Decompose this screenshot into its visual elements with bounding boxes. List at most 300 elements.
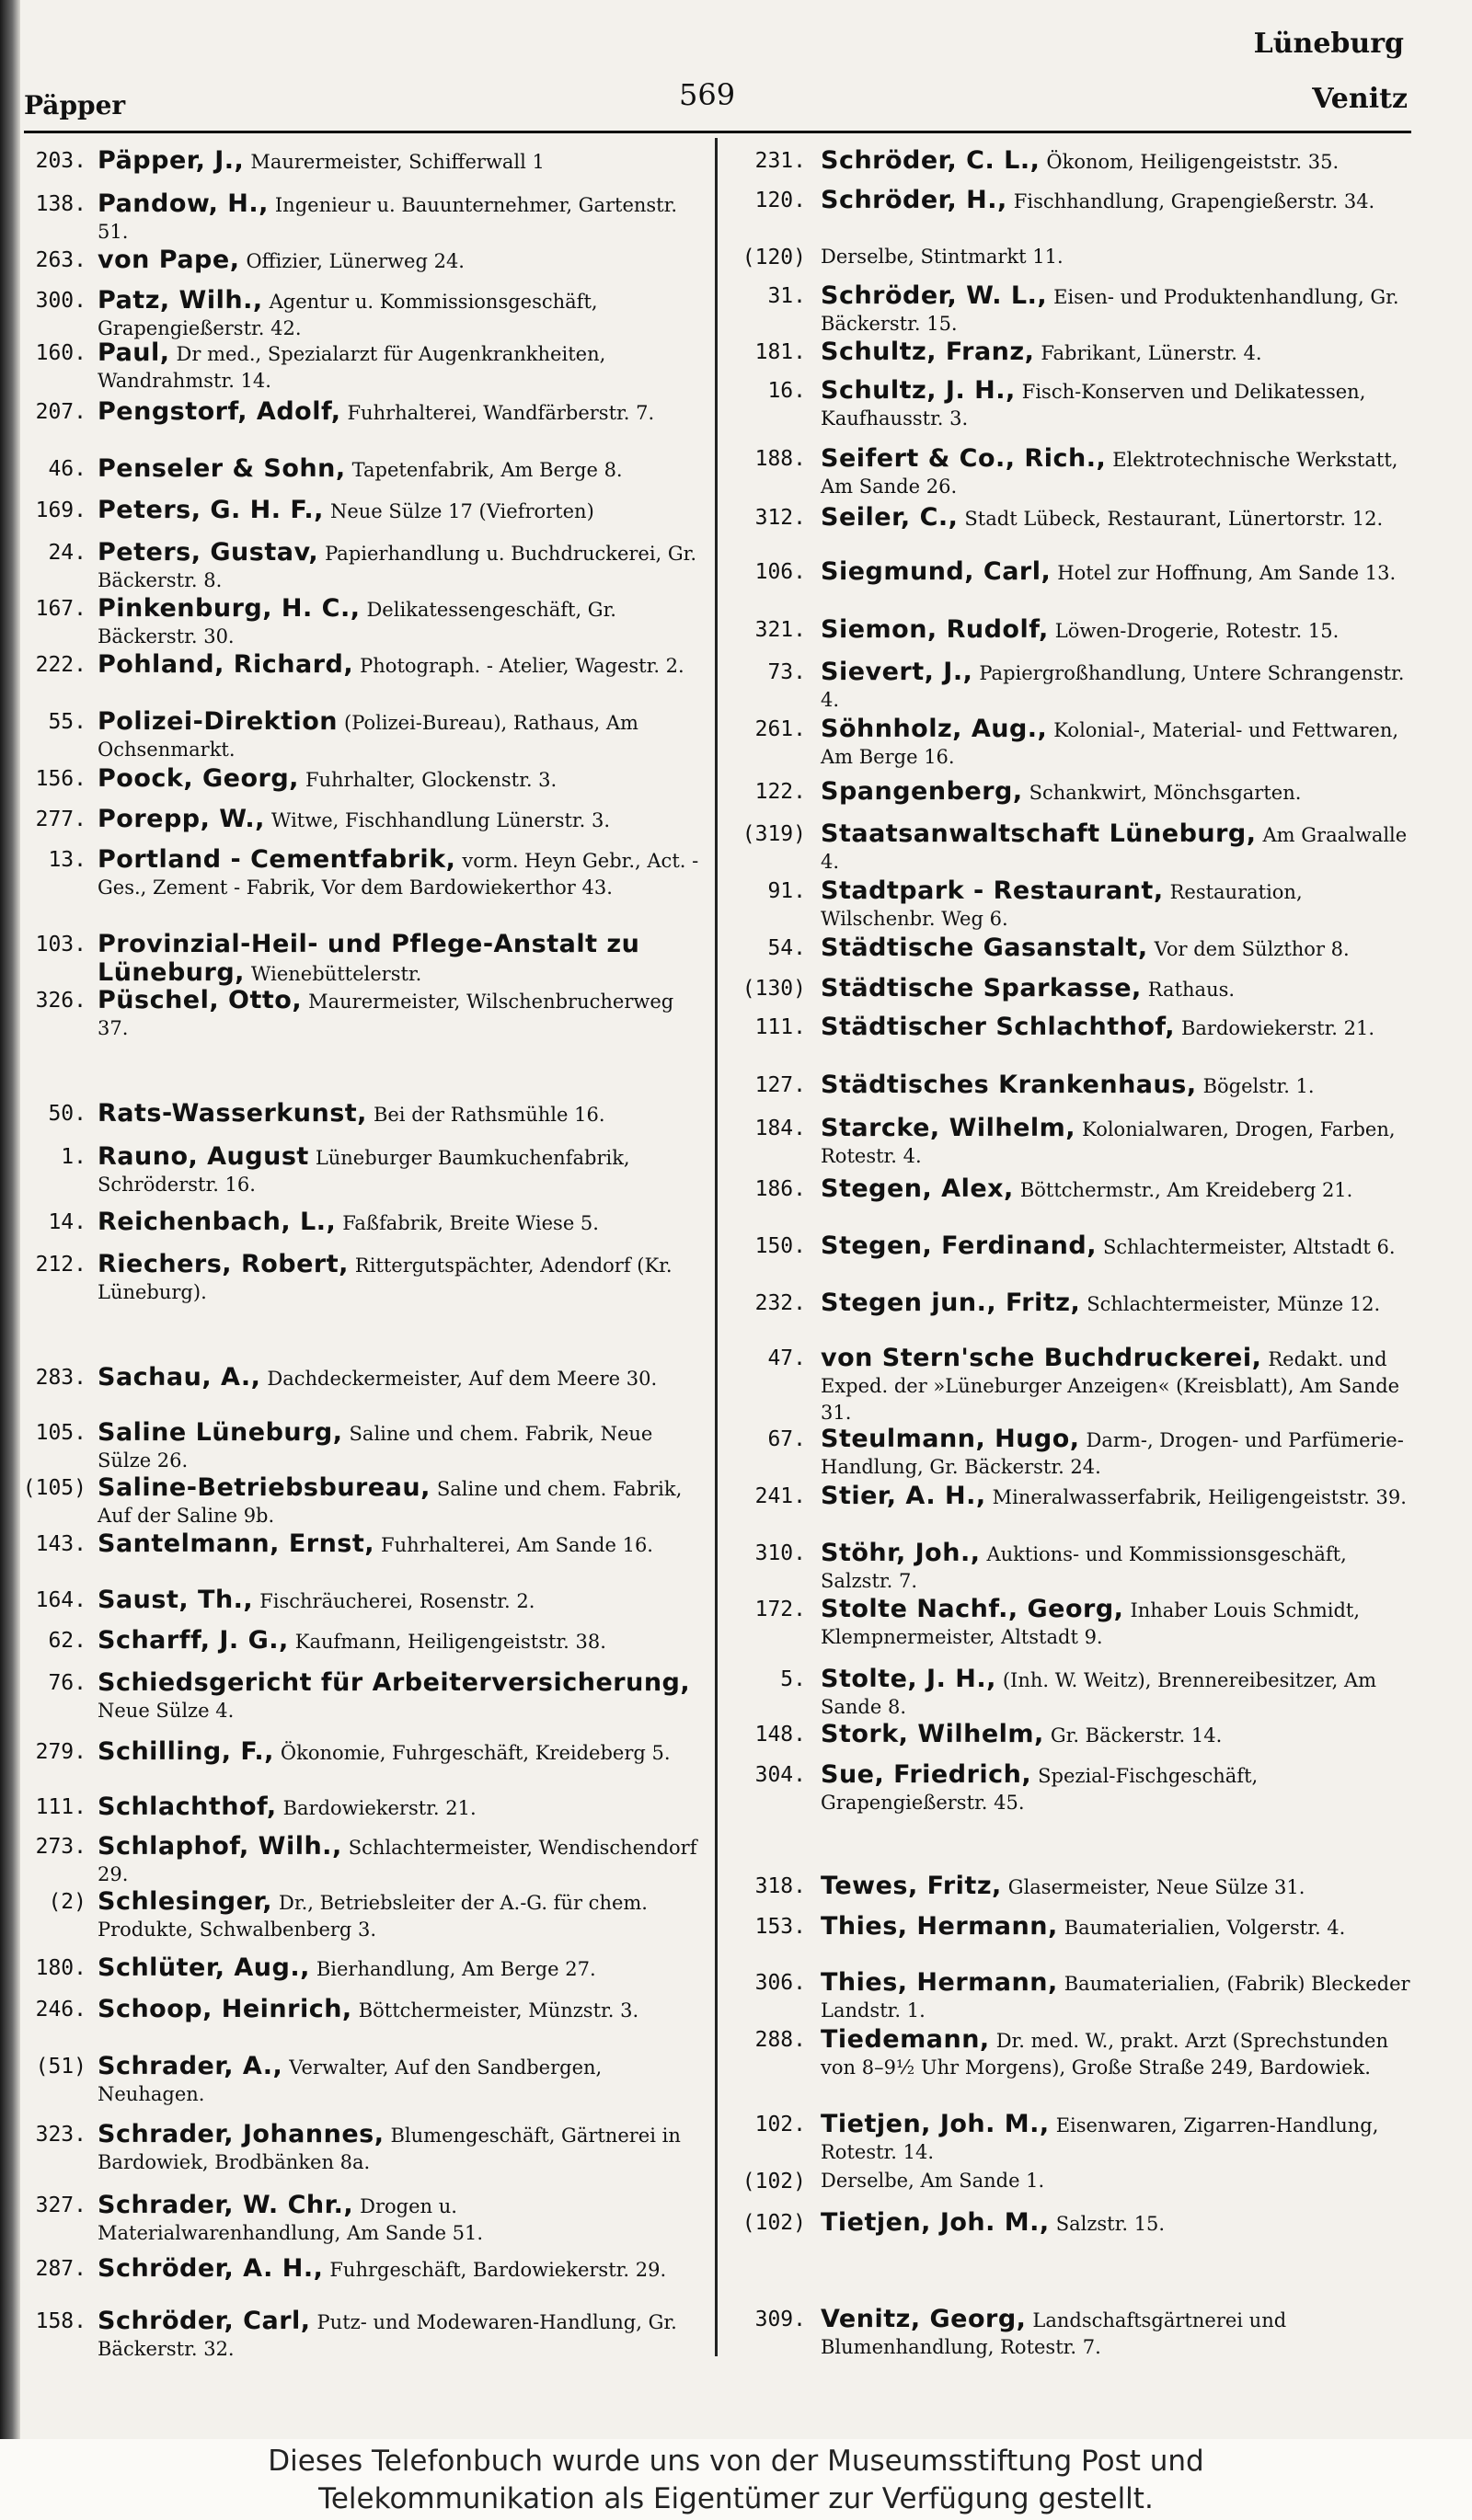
right-entry-number: 309. (754, 2308, 806, 2331)
left-entry (98, 1251, 703, 1306)
entry-name: Siemon, Rudolf, (821, 615, 1049, 644)
left-entry (98, 765, 703, 794)
right-entry (821, 282, 1415, 338)
left-entry-number: 158. (35, 2309, 86, 2333)
right-entry (821, 1666, 1415, 1721)
entry-name: Stadtpark - Restaurant, (821, 876, 1164, 905)
entry-detail: Saline und chem. Fabrik, Neue Sülze 26. (98, 1423, 653, 1472)
entry-detail: Bei der Rathsmühle 16. (373, 1104, 605, 1126)
entry-detail: Witwe, Fischhandlung Lünerstr. 3. (270, 809, 611, 831)
right-entry (821, 1426, 1415, 1481)
left-entry-number: (51) (35, 2055, 86, 2079)
right-entry (821, 244, 1415, 270)
right-entry-number: 127. (754, 1073, 806, 1097)
left-entry (98, 987, 703, 1042)
left-entry-number: 273. (35, 1835, 86, 1859)
page-number: 569 (679, 77, 736, 112)
right-entry-number: 261. (754, 717, 806, 741)
header-rule (24, 131, 1411, 133)
left-entry (98, 339, 703, 395)
left-entry-number: 46. (48, 457, 86, 481)
right-entry (821, 187, 1415, 215)
left-entry (98, 1888, 703, 1943)
entry-name: Stier, A. H., (821, 1482, 986, 1510)
entry-detail: Landschaftsgärtnerei und Blumenhandlung, Rotestr. 7. (821, 2309, 1287, 2358)
entry-detail: Kolonialwaren, Drogen, Farben, Rotestr. 4. (821, 1118, 1396, 1167)
entry-detail: Delikatessengeschäft, Gr. Bäckerstr. 30. (98, 599, 616, 647)
entry-name: Städtische Sparkasse, (821, 974, 1142, 1002)
entry-detail: Schlachtermeister, Münze 12. (1087, 1293, 1381, 1315)
entry-detail: Derselbe, Stintmarkt 11. (821, 246, 1064, 268)
left-entry (98, 1530, 703, 1559)
entry-detail: Tapetenfabrik, Am Berge 8. (351, 459, 623, 481)
entry-detail: Ingenieur u. Bauunternehmer, Gartenstr. 51. (98, 194, 678, 243)
entry-detail: Ökonom, Heiligengeiststr. 35. (1046, 151, 1340, 173)
entry-name: Städtischer Schlachthof, (821, 1013, 1175, 1041)
entry-name: Stolte, J. H., (821, 1665, 996, 1693)
entry-name: Schröder, W. L., (821, 281, 1048, 310)
entry-name: Patz, Wilh., (98, 286, 263, 315)
entry-detail: Darm-, Drogen- und Parfümerie-Handlung, Gr. Bäckerstr. 24. (821, 1429, 1404, 1478)
left-entry-number: 287. (35, 2257, 86, 2281)
entry-name: Schlaphof, Wilh., (98, 1832, 342, 1861)
left-entry (98, 2053, 703, 2108)
right-entry-number: 318. (754, 1874, 806, 1898)
right-entry (821, 147, 1415, 176)
right-entry-number: 5. (780, 1667, 806, 1691)
left-entry (98, 651, 703, 680)
left-entry (98, 1738, 703, 1767)
right-entry-number: 186. (754, 1177, 806, 1201)
entry-detail: Bögelstr. 1. (1202, 1075, 1315, 1097)
right-entry (821, 1175, 1415, 1204)
left-entry-number: 203. (35, 149, 86, 173)
right-entry-number: 120. (754, 189, 806, 212)
entry-detail: Bierhandlung, Am Berge 27. (316, 1958, 596, 1980)
left-entry-number: 24. (48, 541, 86, 565)
left-entry (98, 2308, 703, 2363)
entry-detail: Photograph. - Atelier, Wagestr. 2. (360, 655, 684, 677)
left-entry (98, 1954, 703, 1983)
entry-name: Schlachthof, (98, 1793, 277, 1821)
left-entry (98, 190, 703, 246)
entry-name: Tiedemann, (821, 2025, 990, 2054)
left-entry-number: 212. (35, 1253, 86, 1277)
entry-detail: (Inh. W. Weitz), Brennereibesitzer, Am Sande 8. (821, 1669, 1377, 1718)
entry-name: Thies, Hermann, (821, 1968, 1058, 1997)
entry-detail: Baumaterialien, (Fabrik) Bleckeder Landstr. 1. (821, 1973, 1410, 2022)
entry-name: Spangenberg, (821, 777, 1023, 806)
right-entry (821, 877, 1415, 933)
footer-notice (0, 2439, 1472, 2520)
entry-name: Rauno, August (98, 1142, 309, 1171)
left-entry (98, 497, 703, 525)
entry-detail: Dachdeckermeister, Auf dem Meere 30. (267, 1368, 658, 1390)
left-entry-number: 222. (35, 653, 86, 677)
entry-name: Schröder, H., (821, 186, 1007, 214)
entry-name: Schrader, A., (98, 2052, 283, 2080)
left-entry (98, 539, 703, 594)
left-entry-number: 143. (35, 1532, 86, 1556)
entry-detail: vorm. Heyn Gebr., Act. - Ges., Zement - Fabrik, Vor dem Bardowiekerthor 43. (98, 850, 699, 899)
entry-name: Paul, (98, 338, 170, 367)
entry-detail: Fuhrhalter, Glockenstr. 3. (305, 769, 558, 791)
header-left-keyword: Päpper (24, 90, 126, 120)
entry-name: Stolte Nachf., Georg, (821, 1595, 1124, 1623)
entry-name: von Stern'sche Buchdruckerei, (821, 1344, 1262, 1372)
entry-detail: Offizier, Lünerweg 24. (246, 250, 465, 272)
left-entry (98, 2255, 703, 2284)
entry-detail: Vor dem Sülzthor 8. (1154, 938, 1350, 960)
entry-detail: Blumengeschäft, Gärtnerei in Bardowiek, Brodbänken 8a. (98, 2125, 681, 2173)
right-entry-number: 73. (767, 660, 806, 684)
left-entry-number: 283. (35, 1366, 86, 1390)
entry-detail: Redakt. und Exped. der »Lüneburger Anzeigen« (Kreisblatt), Am Sande 31. (821, 1348, 1400, 1424)
entry-detail: Schlachtermeister, Altstadt 6. (1103, 1236, 1396, 1258)
entry-name: Tewes, Fritz, (821, 1872, 1002, 1900)
entry-name: Städtische Gasanstalt, (821, 934, 1148, 962)
left-entry-number: 167. (35, 597, 86, 621)
entry-name: Penseler & Sohn, (98, 454, 346, 483)
entry-detail: Putz- und Modewaren-Handlung, Gr. Bäckerstr. 32. (98, 2311, 677, 2360)
entry-detail: Fisch-Konserven und Delikatessen, Kaufhausstr. 3. (821, 381, 1366, 430)
entry-detail: Hotel zur Hoffnung, Am Sande 13. (1057, 562, 1397, 584)
entry-name: Schultz, J. H., (821, 376, 1016, 405)
entry-name: Sue, Friedrich, (821, 1760, 1032, 1789)
entry-name: Reichenbach, L., (98, 1208, 337, 1236)
entry-detail: Dr. med. W., prakt. Arzt (Sprechstunden von 8–9½ Uhr Morgens), Große Straße 249, Bardowiek. (821, 2030, 1389, 2079)
right-entry (821, 934, 1415, 963)
entry-name: Pohland, Richard, (98, 650, 354, 679)
left-entry-number: 160. (35, 341, 86, 365)
left-entry-number: 50. (48, 1102, 86, 1126)
left-entry-number: 207. (35, 400, 86, 424)
entry-name: Peters, G. H. F., (98, 496, 324, 524)
right-entry-number: 181. (754, 340, 806, 364)
entry-detail: Kaufmann, Heiligengeiststr. 38. (294, 1631, 606, 1653)
left-entry-number: (2) (48, 1890, 86, 1914)
entry-detail: Papierhandlung u. Buchdruckerei, Gr. Bäckerstr. 8. (98, 543, 697, 591)
entry-name: Schröder, Carl, (98, 2307, 311, 2335)
left-entry (98, 246, 703, 275)
left-entry-number: 263. (35, 248, 86, 272)
right-entry (821, 1540, 1415, 1595)
entry-name: Schultz, Franz, (821, 338, 1035, 366)
entry-detail: Inhaber Louis Schmidt, Klempnermeister, Altstadt 9. (821, 1599, 1361, 1648)
entry-detail: Lüneburger Baumkuchenfabrik, Schröderstr. 16. (98, 1147, 630, 1196)
book-spine-shadow (0, 0, 20, 2439)
entry-detail: Neue Sülze 4. (98, 1700, 235, 1722)
right-entry (821, 377, 1415, 432)
entry-name: Saust, Th., (98, 1586, 254, 1614)
right-entry-number: 310. (754, 1541, 806, 1565)
left-entry (98, 1586, 703, 1615)
entry-name: Provinzial-Heil- und Pflege-Anstalt zu Lüneburg, (98, 930, 640, 987)
right-entry (821, 1913, 1415, 1942)
entry-detail: Bardowiekerstr. 21. (282, 1797, 477, 1819)
entry-name: Schilling, F., (98, 1737, 274, 1766)
entry-name: Portland - Cementfabrik, (98, 845, 456, 874)
entry-name: Siegmund, Carl, (821, 557, 1052, 586)
right-entry (821, 778, 1415, 807)
entry-name: Porepp, W., (98, 805, 265, 833)
right-entry-number: 106. (754, 560, 806, 584)
right-entry (821, 1721, 1415, 1749)
entry-name: Saline Lüneburg, (98, 1418, 343, 1447)
entry-name: Sachau, A., (98, 1363, 261, 1392)
left-entry (98, 846, 703, 901)
entry-name: Schrader, W. Chr., (98, 2191, 354, 2219)
left-entry-number: 103. (35, 933, 86, 956)
left-entry-number: 156. (35, 767, 86, 791)
left-entry (98, 708, 703, 763)
entry-detail: Fuhrhalterei, Am Sande 16. (381, 1534, 653, 1556)
entry-detail: Böttchermstr., Am Kreideberg 21. (1019, 1179, 1353, 1201)
entry-detail: Restauration, Wilschenbr. Weg 6. (821, 881, 1303, 930)
right-entry-number: (102) (742, 2211, 806, 2235)
entry-detail: Fuhrgeschäft, Bardowiekerstr. 29. (329, 2259, 667, 2281)
entry-detail: Mineralwasserfabrik, Heiligengeiststr. 39. (992, 1486, 1407, 1508)
right-entry-number: (130) (742, 977, 806, 1001)
entry-name: Schröder, C. L., (821, 146, 1041, 175)
entry-name: Pinkenburg, H. C., (98, 594, 361, 623)
entry-name: Schlüter, Aug., (98, 1953, 310, 1982)
entry-detail: Gr. Bäckerstr. 14. (1050, 1724, 1223, 1747)
left-entry-number: 180. (35, 1956, 86, 1980)
left-entry-number: 327. (35, 2194, 86, 2217)
entry-name: Schoop, Heinrich, (98, 1995, 352, 2023)
right-entry (821, 1232, 1415, 1261)
entry-name: Saline-Betriebsbureau, (98, 1473, 431, 1502)
right-entry (821, 2306, 1415, 2361)
entry-detail: Dr., Betriebsleiter der A.-G. für chem. Produkte, Schwalbenberg 3. (98, 1892, 648, 1941)
entry-name: Tietjen, Joh. M., (821, 2110, 1050, 2138)
entry-name: Stork, Wilhelm, (821, 1720, 1044, 1748)
entry-detail: Dr med., Spezialarzt für Augenkrankheiten, Wandrahmstr. 14. (98, 343, 606, 392)
right-entry (821, 2111, 1415, 2166)
entry-name: Schrader, Johannes, (98, 2120, 385, 2148)
right-entry (821, 445, 1415, 500)
entry-detail: Spezial-Fischgeschäft, Grapengießerstr. 45. (821, 1765, 1259, 1814)
left-entry-number: 105. (35, 1421, 86, 1445)
entry-name: Rats-Wasserkunst, (98, 1099, 367, 1128)
right-entry-number: 102. (754, 2113, 806, 2136)
left-entry (98, 1208, 703, 1237)
entry-name: Städtisches Krankenhaus, (821, 1071, 1197, 1099)
entry-detail: Fabrikant, Lünerstr. 4. (1041, 342, 1262, 364)
right-entry (821, 820, 1415, 876)
right-entry-number: 91. (767, 879, 806, 903)
left-entry (98, 1627, 703, 1655)
left-entry-number: 246. (35, 1998, 86, 2022)
entry-detail: Elektrotechnische Werkstatt, Am Sande 26. (821, 449, 1398, 498)
right-entry (821, 338, 1415, 367)
right-entry-number: 111. (754, 1015, 806, 1039)
entry-detail: Agentur u. Kommissionsgeschäft, Grapengießerstr. 42. (98, 291, 598, 339)
left-entry-number: 55. (48, 710, 86, 734)
entry-name: Söhnholz, Aug., (821, 715, 1048, 743)
entry-detail: Verwalter, Auf den Sandbergen, Neuhagen. (98, 2056, 603, 2105)
entry-name: Poock, Georg, (98, 764, 299, 793)
entry-name: Staatsanwaltschaft Lüneburg, (821, 819, 1257, 848)
header-city: Lüneburg (1253, 28, 1404, 60)
left-entry (98, 2121, 703, 2176)
left-entry-number: 111. (35, 1795, 86, 1819)
right-entry-number: 54. (767, 936, 806, 960)
footer-line-1: Dieses Telefonbuch wurde uns von der Museumsstiftung Post und (268, 2445, 1204, 2478)
entry-detail: Neue Sülze 17 (Viefrorten) (329, 500, 594, 522)
column-divider (715, 138, 718, 2356)
entry-detail: Baumaterialien, Volgerstr. 4. (1064, 1917, 1346, 1939)
left-entry-number: 300. (35, 289, 86, 313)
right-entry (821, 616, 1415, 645)
entry-detail: Kolonial-, Material- und Fettwaren, Am Berge 16. (821, 719, 1399, 768)
left-entry-number: 14. (48, 1210, 86, 1234)
entry-detail: Rittergutspächter, Adendorf (Kr. Lüneburg). (98, 1254, 673, 1303)
entry-name: Päpper, J., (98, 146, 245, 175)
entry-name: Pandow, H., (98, 189, 269, 218)
right-entry-number: 47. (767, 1346, 806, 1370)
entry-name: Pengstorf, Adolf, (98, 397, 341, 426)
left-entry (98, 595, 703, 650)
entry-detail: Böttchermeister, Münzstr. 3. (358, 1999, 639, 2022)
entry-detail: Ökonomie, Fuhrgeschäft, Kreideberg 5. (280, 1742, 671, 1764)
entry-detail: Eisenwaren, Zigarren-Handlung, Rotestr. 14. (821, 2114, 1379, 2163)
left-entry-number: 13. (48, 848, 86, 872)
left-entry-number: 62. (48, 1629, 86, 1653)
right-entry (821, 1761, 1415, 1816)
entry-detail: Eisen- und Produktenhandlung, Gr. Bäckerstr. 15. (821, 286, 1399, 335)
header-right-keyword: Venitz (1312, 83, 1408, 115)
entry-detail: Glasermeister, Neue Sülze 31. (1007, 1876, 1305, 1898)
right-entry-number: (319) (742, 822, 806, 846)
entry-name: Stegen, Alex, (821, 1174, 1014, 1203)
right-entry-number: 232. (754, 1291, 806, 1315)
entry-detail: Auktions- und Kommissionsgeschäft, Salzstr. 7. (821, 1543, 1347, 1592)
left-entry-number: 164. (35, 1588, 86, 1612)
entry-detail: Rathaus. (1147, 979, 1236, 1001)
entry-detail: Schankwirt, Mönchsgarten. (1029, 782, 1302, 804)
left-entry (98, 147, 703, 176)
left-entry (98, 1364, 703, 1392)
right-entry-number: 312. (754, 506, 806, 530)
entry-detail: Maurermeister, Wilschenbrucherweg 37. (98, 991, 674, 1039)
left-entry (98, 1996, 703, 2024)
right-entry (821, 1071, 1415, 1100)
entry-name: Püschel, Otto, (98, 986, 303, 1014)
right-entry-number: (102) (742, 2170, 806, 2194)
entry-detail: Maurermeister, Schifferwall 1 (250, 151, 545, 173)
right-entry-number: 184. (754, 1117, 806, 1140)
entry-name: Schröder, A. H., (98, 2254, 324, 2283)
right-entry-number: 188. (754, 447, 806, 471)
left-entry-number: 76. (48, 1671, 86, 1695)
entry-name: Tietjen, Joh. M., (821, 2208, 1050, 2237)
left-entry (98, 398, 703, 427)
entry-name: Starcke, Wilhelm, (821, 1114, 1076, 1142)
entry-detail: Bardowiekerstr. 21. (1180, 1017, 1375, 1039)
right-entry-number: 153. (754, 1915, 806, 1939)
entry-name: Stegen jun., Fritz, (821, 1289, 1081, 1317)
left-entry (98, 1474, 703, 1529)
right-entry (821, 1289, 1415, 1318)
entry-detail: Saline und chem. Fabrik, Auf der Saline 9b. (98, 1478, 683, 1527)
left-entry-number: 277. (35, 808, 86, 831)
entry-name: Scharff, J. G., (98, 1626, 289, 1655)
right-entry (821, 2168, 1415, 2194)
left-entry (98, 455, 703, 484)
left-entry-number: 1. (61, 1145, 86, 1169)
left-entry (98, 806, 703, 834)
entry-detail: Derselbe, Am Sande 1. (821, 2170, 1045, 2192)
right-entry (821, 716, 1415, 771)
right-entry-number: 150. (754, 1234, 806, 1258)
right-entry (821, 2026, 1415, 2081)
right-entry-number: (120) (742, 246, 806, 269)
entry-name: Peters, Gustav, (98, 538, 319, 567)
left-entry-number: 138. (35, 192, 86, 216)
right-entry (821, 1115, 1415, 1170)
entry-detail: Stadt Lübeck, Restaurant, Lünertorstr. 12. (964, 508, 1384, 530)
right-entry (821, 2209, 1415, 2238)
entry-name: Seifert & Co., Rich., (821, 444, 1107, 473)
entry-name: Sievert, J., (821, 658, 973, 686)
entry-name: Stöhr, Joh., (821, 1539, 981, 1567)
entry-detail: Wienebüttelerstr. (250, 963, 422, 985)
entry-name: Seiler, C., (821, 503, 959, 532)
right-entry-number: 241. (754, 1484, 806, 1508)
right-entry (821, 558, 1415, 587)
left-entry (98, 1419, 703, 1474)
right-entry (821, 1873, 1415, 1901)
right-entry-number: 321. (754, 618, 806, 642)
right-entry-number: 16. (767, 379, 806, 403)
entry-name: Santelmann, Ernst, (98, 1529, 375, 1558)
left-entry (98, 1143, 703, 1198)
right-entry (821, 1014, 1415, 1042)
right-entry (821, 659, 1415, 714)
footer-line-2: Telekommunikation als Eigentümer zur Verfügung gestellt. (318, 2482, 1154, 2515)
entry-detail: Fischhandlung, Grapengießerstr. 34. (1013, 190, 1375, 212)
left-entry (98, 1793, 703, 1822)
right-entry-number: 122. (754, 780, 806, 804)
right-entry (821, 975, 1415, 1003)
left-entry (98, 287, 703, 342)
entry-name: Stegen, Ferdinand, (821, 1231, 1097, 1260)
left-entry-number: 323. (35, 2123, 86, 2147)
right-entry (821, 1483, 1415, 1511)
right-entry-number: 172. (754, 1598, 806, 1621)
left-entry (98, 1100, 703, 1128)
entry-name: Venitz, Georg, (821, 2305, 1027, 2333)
entry-name: Polizei-Direktion (98, 707, 339, 736)
right-entry (821, 1969, 1415, 2024)
left-entry-number: 279. (35, 1740, 86, 1764)
left-entry-number: 326. (35, 989, 86, 1013)
entry-detail: Schlachtermeister, Wendischendorf 29. (98, 1837, 697, 1885)
left-entry-number: (105) (22, 1476, 86, 1500)
right-entry (821, 1345, 1415, 1426)
entry-detail: Am Graalwalle 4. (821, 824, 1408, 873)
right-entry (821, 1596, 1415, 1651)
entry-detail: Fuhrhalterei, Wandfärberstr. 7. (347, 402, 655, 424)
right-entry-number: 31. (767, 284, 806, 308)
right-entry-number: 304. (754, 1763, 806, 1787)
entry-detail: Drogen u. Materialwarenhandlung, Am Sande 51. (98, 2195, 484, 2244)
entry-detail: Fischräucherei, Rosenstr. 2. (259, 1590, 535, 1612)
right-entry-number: 67. (767, 1427, 806, 1451)
left-entry (98, 2192, 703, 2247)
